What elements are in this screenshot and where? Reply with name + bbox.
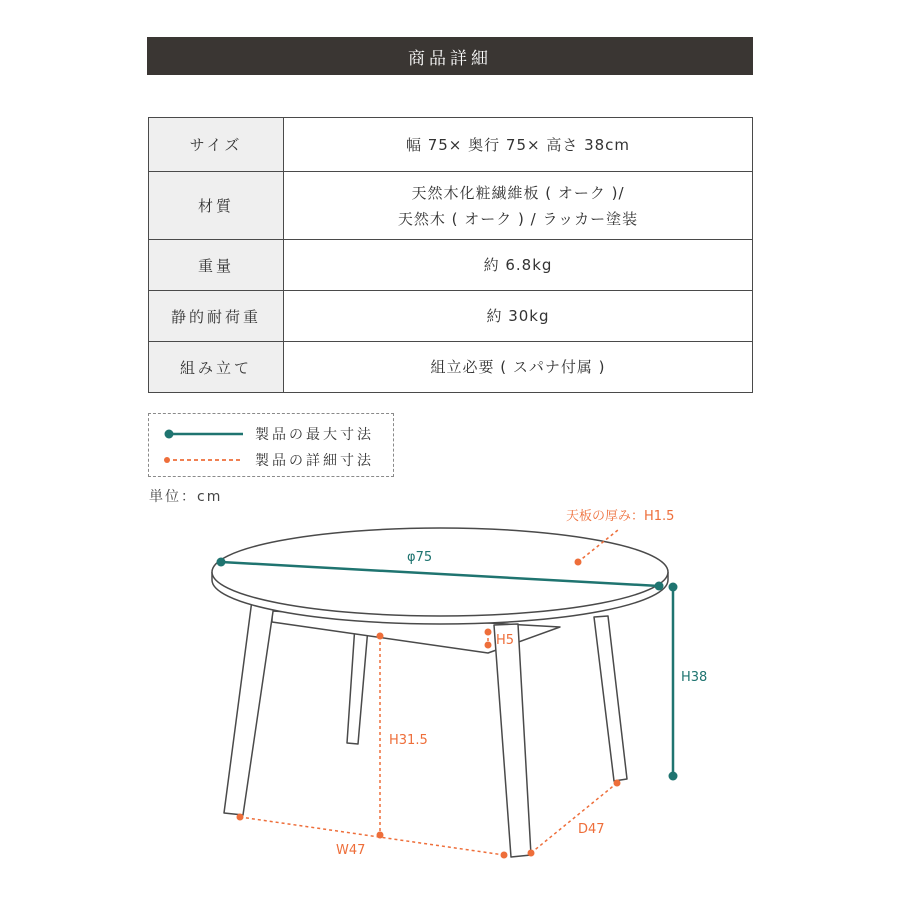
label-top-thickness: 天板の厚み：H1.5: [566, 509, 675, 524]
table-leg-front-right: [494, 624, 531, 857]
spec-label-material: 材質: [149, 172, 284, 240]
label-apron-height: H5: [496, 633, 515, 648]
unit-label: 単位：cm: [149, 489, 223, 505]
label-depth: D47: [578, 822, 605, 837]
label-clearance: H31.5: [389, 733, 428, 748]
label-width: W47: [336, 843, 366, 858]
spec-label-assembly: 組み立て: [149, 342, 284, 393]
spec-label-weight: 重量: [149, 240, 284, 291]
spec-value-size: 幅 75× 奥行 75× 高さ 38cm: [284, 118, 753, 172]
spec-label-load: 静的耐荷重: [149, 291, 284, 342]
spec-label-size: サイズ: [149, 118, 284, 172]
spec-value-assembly: 組立必要 ( スパナ付属 ): [284, 342, 753, 393]
depth-line: [531, 783, 617, 853]
table-leg-back-left: [347, 625, 368, 744]
spec-value-material-line1: 天然木化粧繊維板 ( オーク )/: [411, 183, 625, 202]
table-leg-front-left: [224, 598, 275, 815]
width-line: [240, 817, 504, 855]
legend-label-detail: 製品の詳細寸法: [255, 453, 374, 469]
section-title: 商品詳細: [408, 48, 492, 69]
label-diameter: φ75: [407, 550, 433, 565]
legend-label-max: 製品の最大寸法: [255, 427, 374, 443]
label-height-total: H38: [681, 670, 708, 685]
table-leg-back-right: [594, 616, 627, 781]
tabletop: [212, 528, 668, 616]
spec-value-material-line2: 天然木 ( オーク ) / ラッカー塗装: [397, 209, 639, 228]
spec-value-weight: 約 6.8kg: [284, 240, 753, 291]
table-drawing: [212, 528, 668, 857]
spec-value-load: 約 30kg: [284, 291, 753, 342]
